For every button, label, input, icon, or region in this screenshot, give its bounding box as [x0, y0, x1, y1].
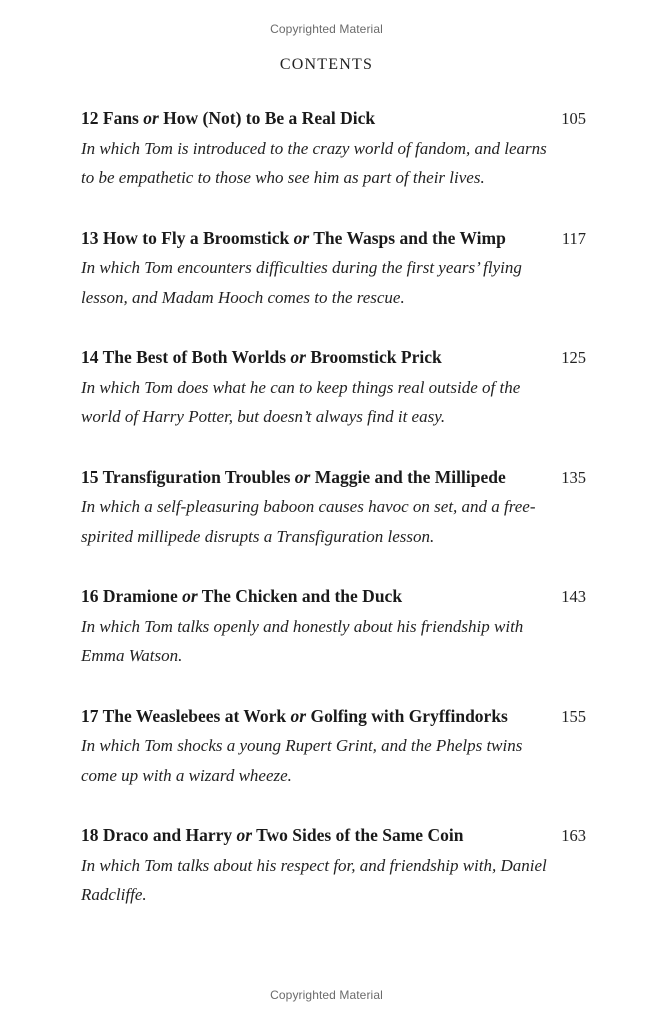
chapter-title-alt: How (Not) to Be a Real Dick	[163, 108, 376, 128]
chapter-title-alt: Two Sides of the Same Coin	[256, 825, 464, 845]
chapter-title-alt: Broomstick Prick	[310, 347, 442, 367]
entry-title	[81, 343, 442, 373]
chapter-number: 15	[81, 466, 99, 487]
chapter-description: In which Tom talks about his respect for, and friendship with, Daniel Radcliffe.	[81, 855, 547, 904]
entry-title	[81, 702, 508, 732]
table-of-contents	[81, 104, 586, 941]
copyright-notice-top: Copyrighted Material	[270, 22, 383, 36]
page-number: 125	[561, 348, 586, 367]
chapter-title-main: The Weaslebees at Work	[102, 705, 287, 726]
toc-entry-12	[81, 104, 586, 193]
title-connector: or	[182, 586, 198, 606]
chapter-number: 18	[81, 825, 99, 845]
chapter-title-main: Fans	[102, 108, 139, 128]
page-number: 155	[561, 706, 586, 726]
chapter-number: 16	[81, 586, 99, 606]
page-number: 163	[561, 826, 586, 845]
chapter-description: In which Tom does what he can to keep things real outside of the world of Harry Potter, but doesn’t always find it easy.	[81, 377, 521, 426]
entry-title	[81, 582, 402, 612]
entry-title	[81, 224, 506, 254]
chapter-number: 13	[81, 227, 99, 248]
page-number: 105	[561, 109, 586, 128]
chapter-description: In which Tom talks openly and honestly about his friendship with Emma Watson.	[81, 616, 524, 665]
title-connector: or	[293, 227, 310, 248]
chapter-title-main: Transfiguration Troubles	[102, 466, 291, 487]
chapter-number: 14	[81, 347, 99, 367]
page-number: 135	[561, 467, 586, 487]
chapter-title-main: Draco and Harry	[102, 825, 233, 845]
chapter-description: In which Tom is introduced to the crazy world of fandom, and learns to be empathetic to those who see him as part of their lives.	[81, 138, 547, 187]
chapter-title-main: The Best of Both Worlds	[102, 347, 287, 367]
title-connector: or	[290, 705, 307, 726]
copyright-notice-bottom: Copyrighted Material	[270, 988, 383, 1002]
chapter-title-alt: Golfing with Gryffindorks	[310, 705, 508, 726]
page-number: 117	[561, 228, 586, 248]
chapter-number: 17	[81, 705, 99, 726]
chapter-title-alt: The Chicken and the Duck	[201, 586, 403, 606]
chapter-description: In which a self-pleasuring baboon causes havoc on set, and a free-spirited millipede disrupts a Transfiguration lesson.	[81, 497, 536, 546]
chapter-title-alt: Maggie and the Millipede	[314, 466, 506, 487]
toc-entry-17	[81, 702, 586, 791]
entry-title	[81, 463, 506, 493]
entry-title	[81, 821, 463, 851]
entry-title	[81, 104, 375, 134]
title-connector: or	[143, 108, 159, 128]
chapter-number: 12	[81, 108, 99, 128]
page-title: CONTENTS	[279, 56, 374, 73]
page-number: 143	[561, 587, 586, 606]
title-connector: or	[236, 825, 253, 845]
toc-entry-16	[81, 582, 586, 671]
chapter-title-main: How to Fly a Broomstick	[102, 227, 290, 248]
chapter-description: In which Tom encounters difficulties during the first years’ flying lesson, and Madam Hooch comes to the rescue.	[81, 258, 522, 307]
toc-entry-14	[81, 343, 586, 432]
chapter-title-alt: The Wasps and the Wimp	[313, 227, 506, 248]
toc-entry-18	[81, 821, 586, 910]
toc-entry-15	[81, 463, 586, 552]
title-connector: or	[290, 347, 306, 367]
toc-entry-13	[81, 224, 586, 313]
chapter-title-main: Dramione	[102, 586, 178, 606]
chapter-description: In which Tom shocks a young Rupert Grint, and the Phelps twins come up with a wizard wheeze.	[81, 736, 523, 785]
title-connector: or	[294, 466, 311, 487]
